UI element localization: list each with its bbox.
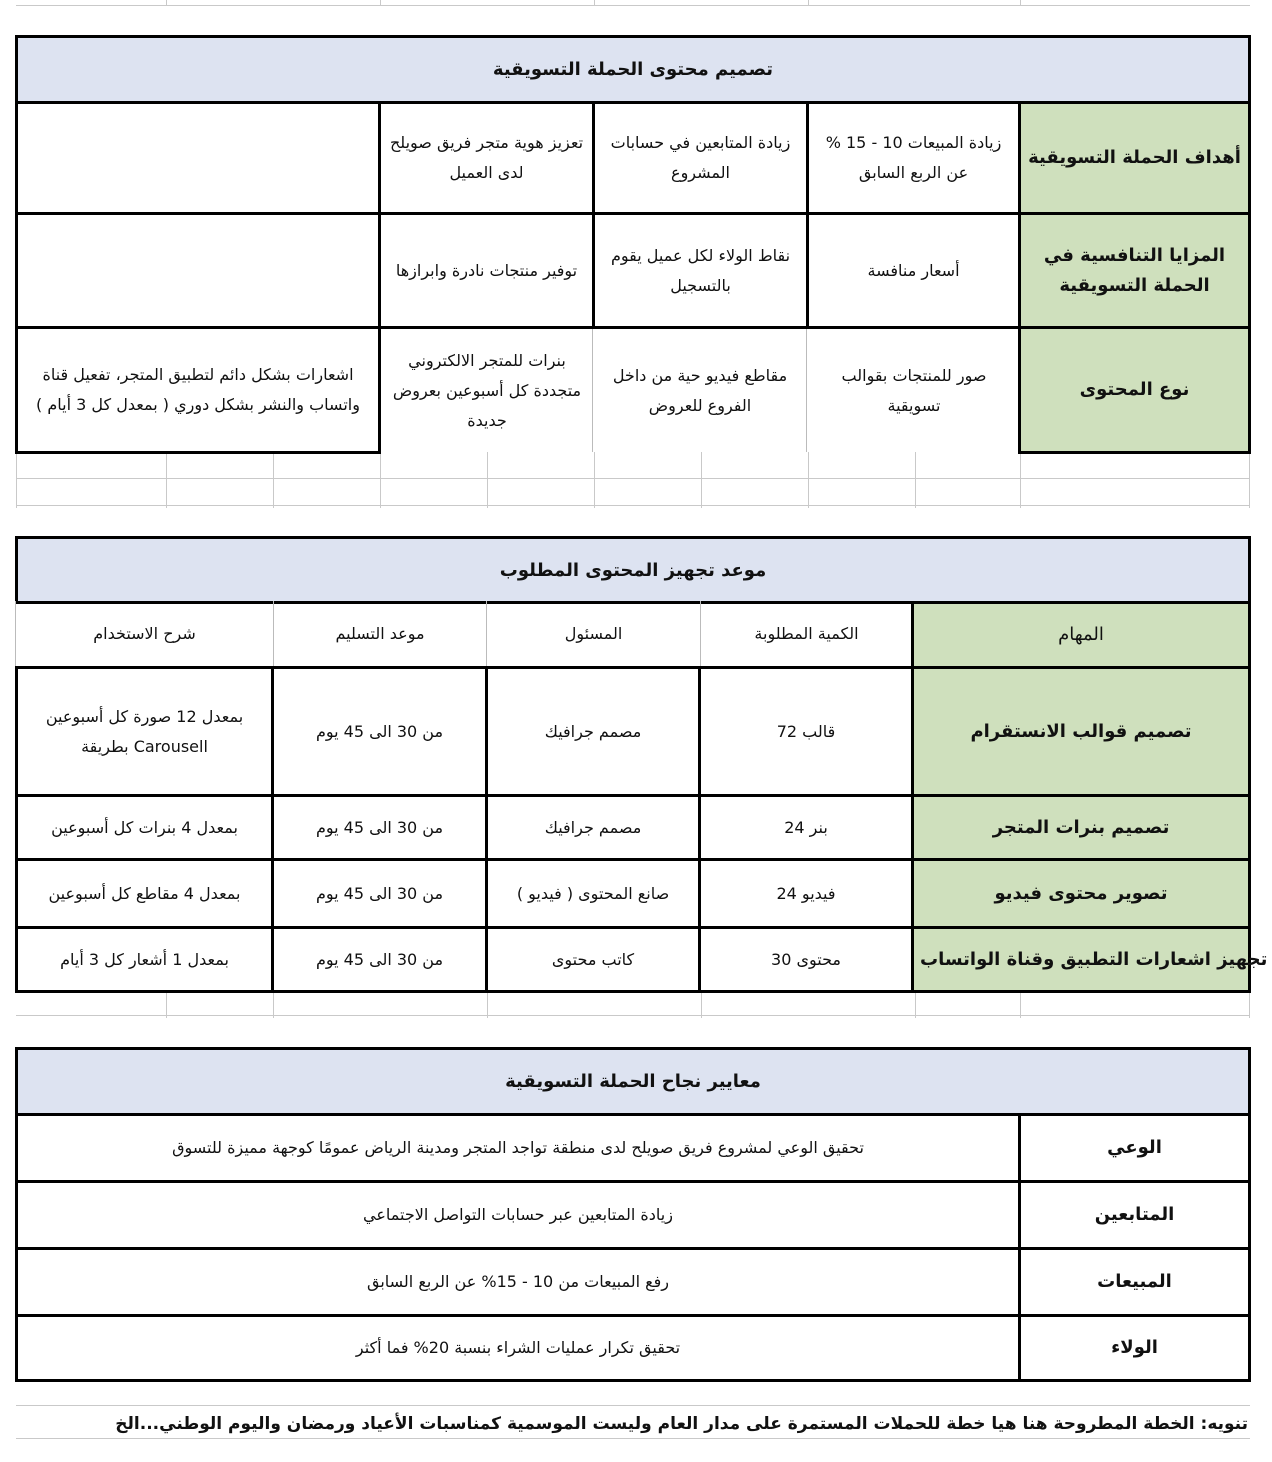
section2-title: موعد تجهيز المحتوى المطلوب xyxy=(15,536,1251,604)
content-type-cell-1: صور للمنتجات بقوالب تسويقية xyxy=(806,326,1021,452)
usage-notifications: بمعدل 1 أشعار كل 3 أيام xyxy=(15,926,274,993)
due-notifications: من 30 الى 45 يوم xyxy=(271,926,488,993)
task-banners: تصميم بنرات المتجر xyxy=(911,794,1251,861)
advantages-cell-4 xyxy=(15,212,381,329)
qty-video: فيديو 24 xyxy=(698,858,914,929)
advantages-cell-3: توفير منتجات نادرة وابرازها xyxy=(378,212,595,329)
section1-title: تصميم محتوى الحملة التسويقية xyxy=(15,35,1251,104)
owner-banners: مصمم جرافيك xyxy=(485,794,701,861)
criteria-awareness-text: تحقيق الوعي لمشروع فريق صويلح لدى منطقة تواجد المتجر ومدينة الرياض عمومًا كوجهة مميزة للتسوق xyxy=(15,1113,1021,1183)
goals-cell-3: تعزيز هوية متجر فريق صويلح لدى العميل xyxy=(378,101,595,215)
usage-banners: بمعدل 4 بنرات كل أسبوعين xyxy=(15,794,274,861)
content-type-label: نوع المحتوى xyxy=(1018,326,1251,454)
qty-notifications: محتوى 30 xyxy=(698,926,914,993)
qty-banners: بنر 24 xyxy=(698,794,914,861)
criteria-sales-text: رفع المبيعات من 10 - 15% عن الربع السابق xyxy=(15,1247,1021,1317)
goals-label: أهداف الحملة التسويقية xyxy=(1018,101,1251,215)
advantages-cell-1: أسعار منافسة xyxy=(806,212,1021,329)
due-banners: من 30 الى 45 يوم xyxy=(271,794,488,861)
goals-cell-2: زيادة المتابعين في حسابات المشروع xyxy=(592,101,809,215)
section3-title: معايير نجاح الحملة التسويقية xyxy=(15,1047,1251,1116)
footnote: تنويه: الخطة المطروحة هنا هيا خطة للحملات المستمرة على مدار العام وليست الموسمية كمناسبات الأعياد ورمضان واليوم الوطني...الخ xyxy=(115,1414,1248,1434)
header-tasks: المهام xyxy=(911,601,1251,669)
header-usage: شرح الاستخدام xyxy=(93,624,196,643)
qty-instagram: قالب 72 xyxy=(698,666,914,797)
criteria-sales-label: المبيعات xyxy=(1018,1247,1251,1317)
criteria-loyalty-text: تحقيق تكرار عمليات الشراء بنسبة 20% فما أكثر xyxy=(15,1314,1021,1382)
goals-cell-1: زيادة المبيعات 10 - 15 % عن الربع السابق xyxy=(806,101,1021,215)
goals-cell-4 xyxy=(15,101,381,215)
due-video: من 30 الى 45 يوم xyxy=(271,858,488,929)
criteria-followers-text: زيادة المتابعين عبر حسابات التواصل الاجتماعي xyxy=(15,1180,1021,1250)
advantages-cell-2: نقاط الولاء لكل عميل يقوم بالتسجيل xyxy=(592,212,809,329)
usage-instagram: بمعدل 12 صورة كل أسبوعين Carousell بطريقة xyxy=(15,666,274,797)
watermark-logo xyxy=(540,1352,720,1412)
owner-notifications: كاتب محتوى xyxy=(485,926,701,993)
criteria-awareness-label: الوعي xyxy=(1018,1113,1251,1183)
owner-video: صانع المحتوى ( فيديو ) xyxy=(485,858,701,929)
due-instagram: من 30 الى 45 يوم xyxy=(271,666,488,797)
criteria-loyalty-label: الولاء xyxy=(1018,1314,1251,1382)
content-type-cell-4: اشعارات بشكل دائم لتطبيق المتجر، تفعيل قناة واتساب والنشر بشكل دوري ( بمعدل كل 3 أيام ) xyxy=(15,326,381,454)
content-type-cell-3: بنرات للمتجر الالكتروني متجددة كل أسبوعين بعروض جديدة xyxy=(380,326,593,452)
header-due: موعد التسليم xyxy=(273,601,486,667)
criteria-followers-label: المتابعين xyxy=(1018,1180,1251,1250)
header-quantity: الكمية المطلوبة xyxy=(700,601,912,667)
content-type-cell-2: مقاطع فيديو حية من داخل الفروع للعروض xyxy=(592,326,807,452)
header-owner: المسئول xyxy=(486,601,700,667)
task-video: تصوير محتوى فيديو xyxy=(911,858,1251,929)
task-notifications: تجهيز اشعارات التطبيق وقناة الواتساب xyxy=(911,926,1251,993)
owner-instagram: مصمم جرافيك xyxy=(485,666,701,797)
usage-video: بمعدل 4 مقاطع كل أسبوعين xyxy=(15,858,274,929)
advantages-label: المزايا التنافسية في الحملة التسويقية xyxy=(1018,212,1251,329)
task-instagram: تصميم قوالب الانستقرام xyxy=(911,666,1251,797)
